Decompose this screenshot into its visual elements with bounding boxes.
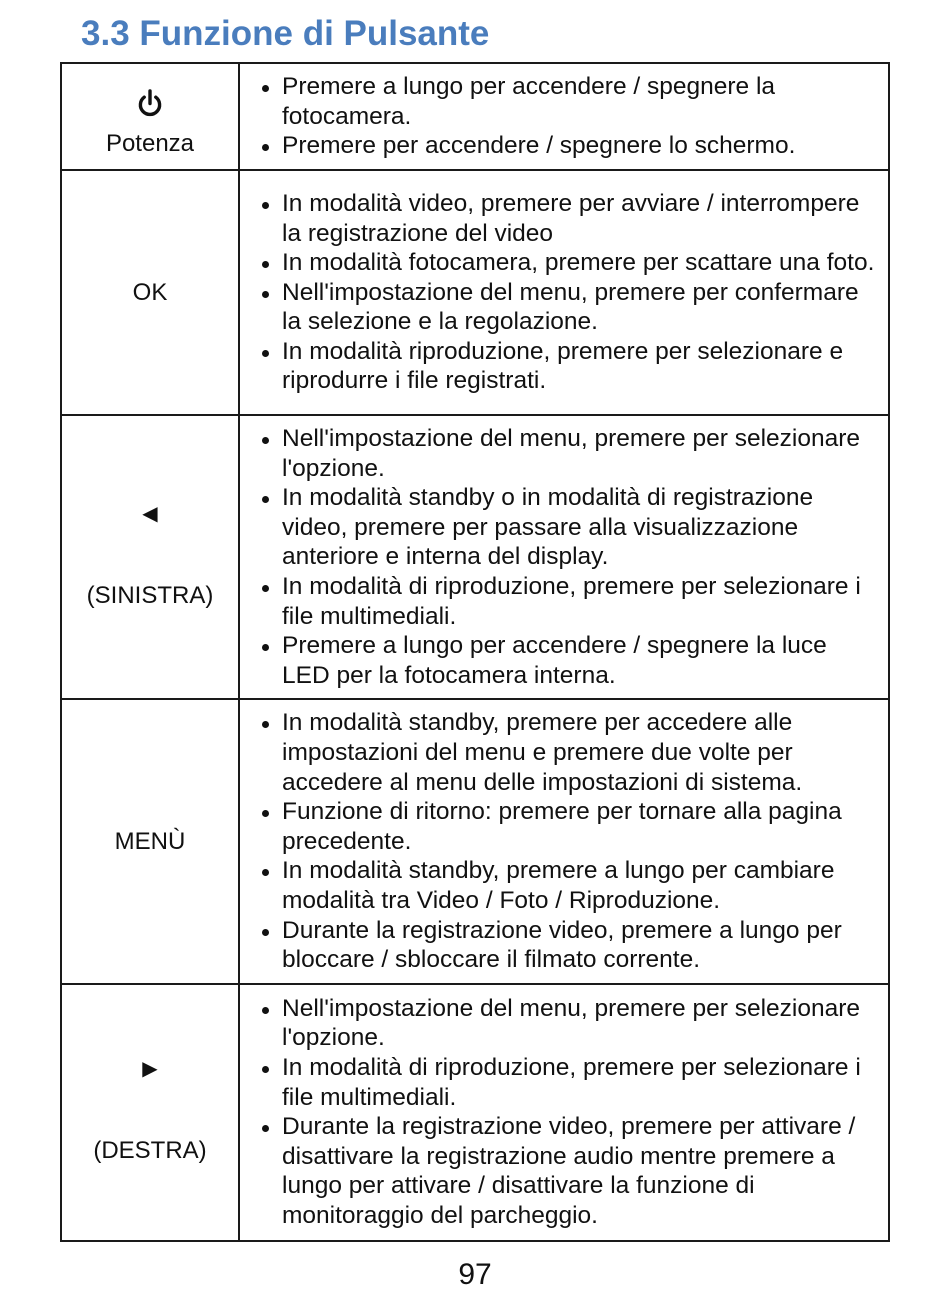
- list-item: In modalità standby, premere per accedere alle impostazioni del menu e premere due volte per accedere al menu delle impostazioni di sistema.: [258, 708, 878, 797]
- list-item: Durante la registrazione video, premere per attivare / disattivare la registrazione audio mentre premere a lungo per attivare / disattivare la funzione di monitoraggio del parcheggio.: [258, 1112, 878, 1230]
- description-cell: [239, 170, 889, 415]
- list-item: Durante la registrazione video, premere a lungo per bloccare / sbloccare il filmato corrente.: [258, 916, 878, 975]
- table-row: [61, 415, 889, 699]
- list-item: In modalità fotocamera, premere per scattare una foto.: [258, 248, 878, 278]
- key-cell-right: [61, 984, 239, 1241]
- description-cell: [239, 415, 889, 699]
- key-cell-left: [61, 415, 239, 699]
- description-cell: [239, 63, 889, 170]
- list-item: In modalità standby, premere a lungo per cambiare modalità tra Video / Foto / Riproduzione.: [258, 856, 878, 915]
- left-arrow-icon: ◀: [142, 503, 158, 526]
- list-item: Premere a lungo per accendere / spegnere la fotocamera.: [258, 72, 878, 131]
- key-label: (DESTRA): [93, 1137, 207, 1165]
- button-function-table: [60, 62, 890, 1242]
- key-label: Potenza: [105, 129, 195, 157]
- list-item: Funzione di ritorno: premere per tornare alla pagina precedente.: [258, 797, 878, 856]
- list-item: In modalità di riproduzione, premere per selezionare i file multimediali.: [258, 572, 878, 631]
- key-label: (SINISTRA): [86, 582, 214, 610]
- key-cell-ok: [61, 170, 239, 415]
- list-item: Nell'impostazione del menu, premere per confermare la selezione e la regolazione.: [258, 278, 878, 337]
- list-item: In modalità di riproduzione, premere per selezionare i file multimediali.: [258, 1053, 878, 1112]
- key-cell-power: [61, 63, 239, 170]
- table-row: [61, 63, 889, 170]
- list-item: Nell'impostazione del menu, premere per selezionare l'opzione.: [258, 424, 878, 483]
- list-item: In modalità video, premere per avviare / interrompere la registrazione del video: [258, 189, 878, 248]
- list-item: In modalità riproduzione, premere per selezionare e riprodurre i file registrati.: [258, 337, 878, 396]
- power-icon: [135, 88, 165, 120]
- list-item: Nell'impostazione del menu, premere per selezionare l'opzione.: [258, 994, 878, 1053]
- list-item: Premere per accendere / spegnere lo schermo.: [258, 131, 878, 161]
- list-item: In modalità standby o in modalità di registrazione video, premere per passare alla visualizzazione anteriore e interna del display.: [258, 483, 878, 572]
- key-cell-menu: [61, 699, 239, 983]
- page-number: 97: [458, 1258, 492, 1291]
- section-heading: 3.3 Funzione di Pulsante: [81, 14, 490, 53]
- list-item: Premere a lungo per accendere / spegnere la luce LED per la fotocamera interna.: [258, 631, 878, 690]
- key-label: OK: [132, 278, 168, 306]
- table-row: [61, 984, 889, 1241]
- key-label: MENÙ: [114, 827, 186, 855]
- table-row: [61, 170, 889, 415]
- description-cell: [239, 984, 889, 1241]
- right-arrow-icon: ▶: [142, 1058, 158, 1081]
- description-cell: [239, 699, 889, 983]
- table-row: [61, 699, 889, 983]
